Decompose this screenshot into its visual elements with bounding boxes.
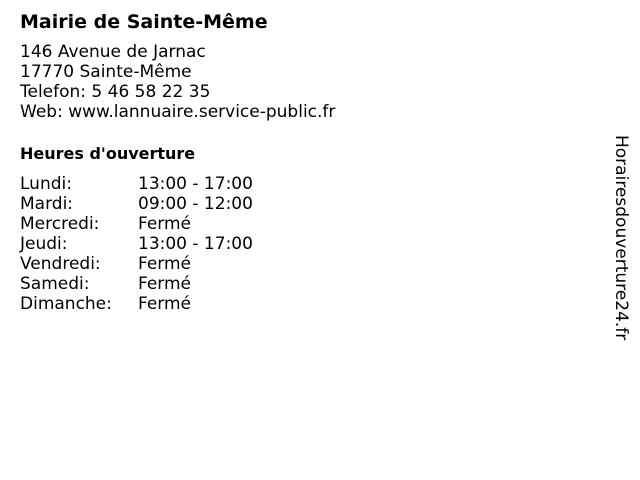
time-value: 13:00 - 17:00 — [138, 174, 253, 194]
time-value: Fermé — [138, 294, 192, 314]
time-value: Fermé — [138, 274, 192, 294]
hours-row-friday — [20, 254, 253, 274]
day-label: Dimanche: — [20, 294, 112, 314]
time-value: 13:00 - 17:00 — [138, 234, 253, 254]
day-label: Vendredi: — [20, 254, 101, 274]
hours-row-thursday — [20, 234, 253, 254]
city-line: 17770 Sainte-Même — [20, 62, 192, 82]
opening-hours-table — [20, 174, 253, 314]
address-block — [20, 42, 580, 122]
hours-row-monday — [20, 174, 253, 194]
hours-row-sunday — [20, 294, 253, 314]
day-label: Mardi: — [20, 194, 74, 214]
time-value: Fermé — [138, 254, 192, 274]
watermark-text: Horairesdouverture24.fr — [611, 135, 631, 341]
day-label: Samedi: — [20, 274, 90, 294]
day-label: Lundi: — [20, 174, 72, 194]
web-line: Web: www.lannuaire.service-public.fr — [20, 102, 336, 122]
business-card — [20, 9, 580, 314]
phone-line: Telefon: 5 46 58 22 35 — [20, 82, 211, 102]
time-value: 09:00 - 12:00 — [138, 194, 253, 214]
hours-row-wednesday — [20, 214, 253, 234]
day-label: Mercredi: — [20, 214, 100, 234]
time-value: Fermé — [138, 214, 192, 234]
opening-hours-heading: Heures d'ouverture — [20, 144, 196, 163]
hours-row-tuesday — [20, 194, 253, 214]
page-title: Mairie de Sainte-Même — [20, 11, 268, 33]
street-address: 146 Avenue de Jarnac — [20, 42, 206, 62]
day-label: Jeudi: — [20, 234, 68, 254]
hours-row-saturday — [20, 274, 253, 294]
